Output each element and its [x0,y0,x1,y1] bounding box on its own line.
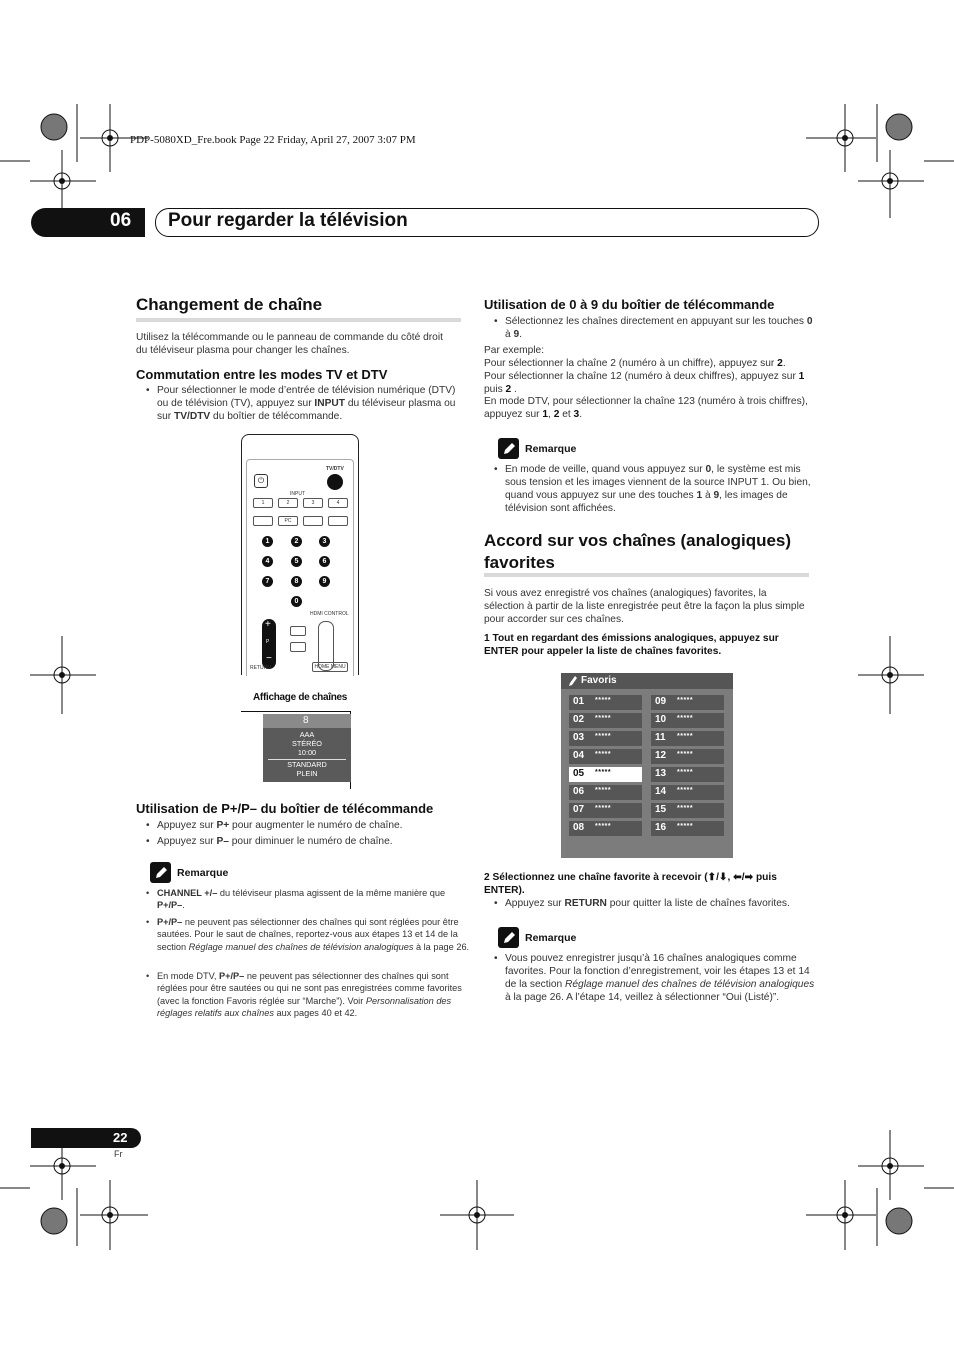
note-pencil-icon [498,927,519,948]
favoris-item[interactable] [651,749,724,764]
favoris-item[interactable] [569,767,642,782]
osd-name: AAA [299,730,315,739]
favoris-item-number: 10 [655,714,667,725]
favoris-item-stars: ***** [595,697,612,704]
note-dtv: • En mode DTV, P+/P– ne peuvent pas sélectionner des chaînes qui sont réglées pour être sautées ou qui ne sont pas enregistrées comme favorites (avec la fonction Favoris réglée sur “Marche”). Voir Personnalisation des réglages relatifs aux chaînes aux pages 40 et 42. [146,970,471,1020]
favoris-item[interactable] [651,785,724,800]
p-minus-bullet: • Appuyez sur P– pour diminuer le numéro de chaîne. [146,835,467,848]
favoris-item-stars: ***** [595,823,612,830]
intro-paragraph: Utilisez la télécommande ou le panneau de commande du côté droit du téléviseur plasma pour changer les chaînes. [136,332,443,356]
digit-7[interactable]: 7 [262,576,273,587]
bullet-0-9: • Sélectionnez les chaînes directement en appuyant sur les touches 0 à 9. [494,315,815,341]
remote-control-illustration [241,434,359,675]
info-button[interactable] [290,626,306,636]
digit-3[interactable]: 3 [319,536,330,547]
osd-caption: Affichage de chaînes [253,692,348,703]
subheading-p-plus-minus: Utilisation de P+/P– du boîtier de télécommande [136,801,434,816]
favoris-item[interactable] [569,803,642,818]
input-label: INPUT [290,491,305,497]
hdmi-control-label: HDMI CONTROL [310,611,349,617]
input-4-button[interactable]: 4 [328,498,348,508]
tvdtv-label: TV/DTV [326,466,344,472]
favoris-item-number: 03 [573,732,585,743]
return-bullet: • Appuyez sur RETURN pour quitter la liste de chaînes favorites. [494,897,819,910]
favoris-item-number: 09 [655,696,667,707]
osd-size: PLEIN [296,769,318,778]
favoris-item[interactable] [569,749,642,764]
section-title-changement: Changement de chaîne [136,295,323,314]
book-info-line: PDP-5080XD_Fre.book Page 22 Friday, April 27, 2007 3:07 PM [130,134,416,146]
note-standby: • En mode de veille, quand vous appuyez sur 0, le système est mis sous tension et les images viennent de la source INPUT 1. Ou bien, quand vous appuyez sur une des touches 1 à 9, les images de télévision sont affichées. [494,463,819,515]
favoris-item-number: 01 [573,696,585,707]
favoris-item[interactable] [569,821,642,836]
caption-rule [241,711,351,712]
favoris-item-number: 02 [573,714,585,725]
favoris-item-number: 04 [573,750,585,761]
favoris-item-number: 06 [573,786,585,797]
favoris-item-number: 11 [655,732,666,743]
digit-0[interactable]: 0 [291,596,302,607]
favoris-item[interactable] [569,785,642,800]
favoris-header [561,673,733,689]
favoris-item[interactable] [651,821,724,836]
chapter-number: 06 [110,210,132,231]
section-rule [136,318,461,322]
mute-button[interactable] [290,642,306,652]
example-1: Pour sélectionner la chaîne 2 (numéro à un chiffre), appuyez sur 2. [484,358,786,369]
channel-osd [263,714,351,782]
section-rule [484,573,809,577]
return-label: RETURN [250,665,271,671]
input-1-button[interactable]: 1 [253,498,273,508]
favoris-item-number: 15 [655,804,667,815]
favoris-item-number: 08 [573,822,585,833]
osd-time: 10:00 [297,748,317,757]
favoris-item[interactable] [651,713,724,728]
digit-1[interactable]: 1 [262,536,273,547]
input-3-button[interactable]: 3 [303,498,323,508]
favoris-item-stars: ***** [677,715,694,722]
favoris-item[interactable] [569,713,642,728]
favoris-item[interactable] [651,767,724,782]
channel-rocker[interactable]: + P − [262,619,276,669]
pencil-icon [568,675,578,687]
favoris-item-stars: ***** [595,787,612,794]
favoris-item-stars: ***** [595,805,612,812]
home-menu-button[interactable]: HOME MENU [312,662,348,672]
digit-2[interactable]: 2 [291,536,302,547]
osd-channel: 8 [303,715,309,726]
step-2: 2 Sélectionnez une chaîne favorite à recevoir (⬆/⬇, ⬅/➡ puis ENTER). [484,872,777,896]
example-label: Par exemple: [484,345,545,356]
favoris-item-number: 12 [655,750,667,761]
tvdtv-button[interactable] [327,474,343,490]
favoris-list [561,673,733,858]
favoris-item[interactable] [651,731,724,746]
page-language: Fr [114,1149,123,1159]
note-pencil-icon [498,438,519,459]
favoris-item-stars: ***** [677,823,694,830]
modes-bullet: • Pour sélectionner le mode d’entrée de télévision numérique (DTV) ou de télévision (TV), appuyez sur INPUT du téléviseur plasma ou sur TV/DTV du boîtier de télécommande. [146,384,467,423]
split-button[interactable] [328,516,348,526]
digit-8[interactable]: 8 [291,576,302,587]
digit-6[interactable]: 6 [319,556,330,567]
favoris-item-stars: ***** [595,769,612,776]
note-header-right-2: Remarque [498,927,576,948]
input-2-button[interactable]: 2 [278,498,298,508]
favoris-item-stars: ***** [677,697,694,704]
favoris-item-stars: ***** [677,787,694,794]
p-plus-bullet: • Appuyez sur P+ pour augmenter le numéro de chaîne. [146,819,467,832]
osd-audio: STÉRÉO [291,739,322,748]
favoris-item-stars: ***** [677,751,694,758]
favoris-item[interactable] [569,731,642,746]
pc-button[interactable]: PC [278,516,298,526]
power-icon[interactable]: ⏻ [254,474,268,488]
favoris-item-number: 14 [655,786,667,797]
favoris-item-stars: ***** [595,715,612,722]
favoris-item-number: 13 [655,768,667,779]
favoris-item-stars: ***** [595,733,612,740]
chapter-title: Pour regarder la télévision [168,210,408,231]
favoris-item-number: 07 [573,804,585,815]
subheading-modes: Commutation entre les modes TV et DTV [136,367,388,382]
digit-4[interactable]: 4 [262,556,273,567]
favoris-item[interactable] [651,695,724,710]
osd-mode: STANDARD [287,760,327,769]
favoris-item-stars: ***** [677,805,694,812]
digit-9[interactable]: 9 [319,576,330,587]
favoris-item-number: 05 [573,768,585,779]
favoris-item-stars: ***** [595,751,612,758]
note-skip: • P+/P– ne peuvent pas sélectionner des chaînes qui sont réglées pour être sautées. Pour le saut de chaînes, reportez-vous aux étapes 13 et 14 de la section Réglage manuel des chaînes de télévision analogiques à la page 26. [146,916,471,953]
swap-button[interactable] [303,516,323,526]
example-3: En mode DTV, pour sélectionner la chaîne 123 (numéro à trois chiffres), appuyez sur 1, 2 et 3. [484,396,808,420]
favoris-item-stars: ***** [677,733,694,740]
favoris-title: Favoris [581,675,617,686]
section-title-accord: Accord sur vos chaînes (analogiques) favorites [484,531,792,572]
favoris-item[interactable] [651,803,724,818]
page-number: 22 [113,1130,128,1145]
favoris-item[interactable] [569,695,642,710]
subheading-0-9: Utilisation de 0 à 9 du boîtier de télécommande [484,297,775,312]
note-favorites: • Vous pouvez enregistrer jusqu’à 16 chaînes analogiques comme favorites. Pour la fonction d’enregistrement, voir les étapes 13 et 14 de la section Réglage manuel des chaînes de télévision analogiques à la page 26. A l’étape 14, veillez à sélectionner “Oui (Listé)”. [494,952,819,1004]
favoris-item-stars: ***** [677,769,694,776]
note-header-left: Remarque [150,862,228,883]
note-channel: • CHANNEL +/– du téléviseur plasma agissent de la même manière que P+/P–. [146,887,471,912]
mode-button[interactable] [253,516,273,526]
note-pencil-icon [150,862,171,883]
step-1: 1 Tout en regardant des émissions analogiques, appuyez sur ENTER pour appeler la liste de chaînes favorites. [484,633,779,657]
favoris-item-number: 16 [655,822,667,833]
note-header-right-1: Remarque [498,438,576,459]
accord-intro: Si vous avez enregistré vos chaînes (analogiques) favorites, la sélection à partir de la liste enregistrée peut être la façon la plus simple pour accorder sur ces chaînes. [484,588,805,625]
digit-5[interactable]: 5 [291,556,302,567]
example-2: Pour sélectionner la chaîne 12 (numéro à deux chiffres), appuyez sur 1 puis 2 . [484,371,805,395]
